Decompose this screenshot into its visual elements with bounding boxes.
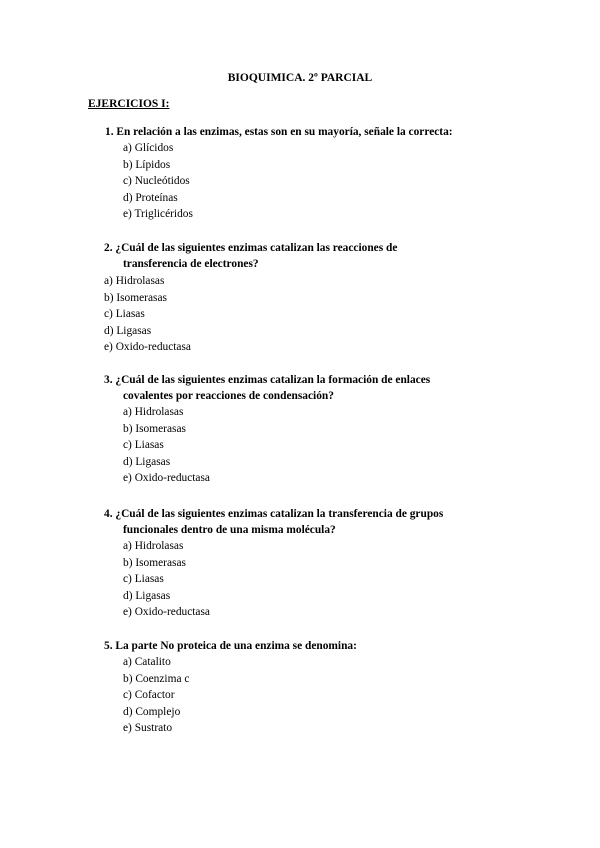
question-2: [104, 240, 397, 272]
question-5: [104, 638, 357, 737]
question-3: [104, 372, 430, 487]
question-2-options: [104, 273, 191, 356]
option-b: b) Isomerasas: [123, 422, 186, 435]
option-e: e) Oxido-reductasa: [123, 606, 210, 618]
question-1: [105, 124, 453, 223]
option-b: b) Isomerasas: [104, 291, 167, 304]
option-d: d) Ligasas: [123, 589, 171, 602]
option-e: e) Triglicéridos: [123, 208, 193, 220]
option-c: c) Cofactor: [123, 689, 175, 701]
option-d: d) Ligasas: [104, 324, 152, 337]
option-d: d) Complejo: [123, 705, 181, 718]
question-1-options: [105, 140, 453, 223]
question-4-text-line-2: funcionales dentro de una misma molécula?: [123, 524, 336, 536]
question-5-options: [104, 654, 357, 737]
option-b: b) Lípidos: [123, 158, 171, 171]
option-c: c) Nucleótidos: [123, 175, 190, 187]
option-d: d) Proteínas: [123, 191, 178, 204]
question-3-text-line-1: 3. ¿Cuál de las siguientes enzimas catalizan la formación de enlaces: [104, 374, 431, 386]
question-3-text-line-2: covalentes por reacciones de condensación?: [123, 390, 334, 402]
section-heading: EJERCICIOS I:: [88, 98, 170, 110]
option-e: e) Oxido-reductasa: [104, 341, 191, 353]
option-a: a) Catalito: [123, 656, 171, 668]
question-4-options: [104, 538, 443, 621]
option-b: b) Coenzima c: [123, 672, 190, 685]
question-3-options: [104, 404, 430, 487]
option-b: b) Isomerasas: [123, 556, 186, 569]
question-2-text-line-1: 2. ¿Cuál de las siguientes enzimas catalizan las reacciones de: [104, 242, 398, 254]
option-a: a) Glícidos: [123, 142, 174, 154]
option-e: e) Sustrato: [123, 722, 173, 734]
question-2-text-line-2: transferencia de electrones?: [123, 258, 259, 270]
question-4: [104, 506, 443, 621]
option-c: c) Liasas: [104, 308, 145, 320]
option-e: e) Oxido-reductasa: [123, 472, 210, 484]
question-5-text: 5. La parte No proteica de una enzima se denomina:: [104, 640, 357, 652]
document-title: BIOQUIMICA. 2º PARCIAL: [227, 72, 373, 84]
option-d: d) Ligasas: [123, 455, 171, 468]
question-1-text: 1. En relación a las enzimas, estas son en su mayoría, señale la correcta:: [105, 126, 453, 138]
option-a: a) Hidrolasas: [123, 540, 184, 552]
option-c: c) Liasas: [123, 439, 164, 451]
option-c: c) Liasas: [123, 573, 164, 585]
option-a: a) Hidrolasas: [104, 275, 165, 287]
question-4-text-line-1: 4. ¿Cuál de las siguientes enzimas catalizan la transferencia de grupos: [104, 508, 444, 520]
option-a: a) Hidrolasas: [123, 406, 184, 418]
